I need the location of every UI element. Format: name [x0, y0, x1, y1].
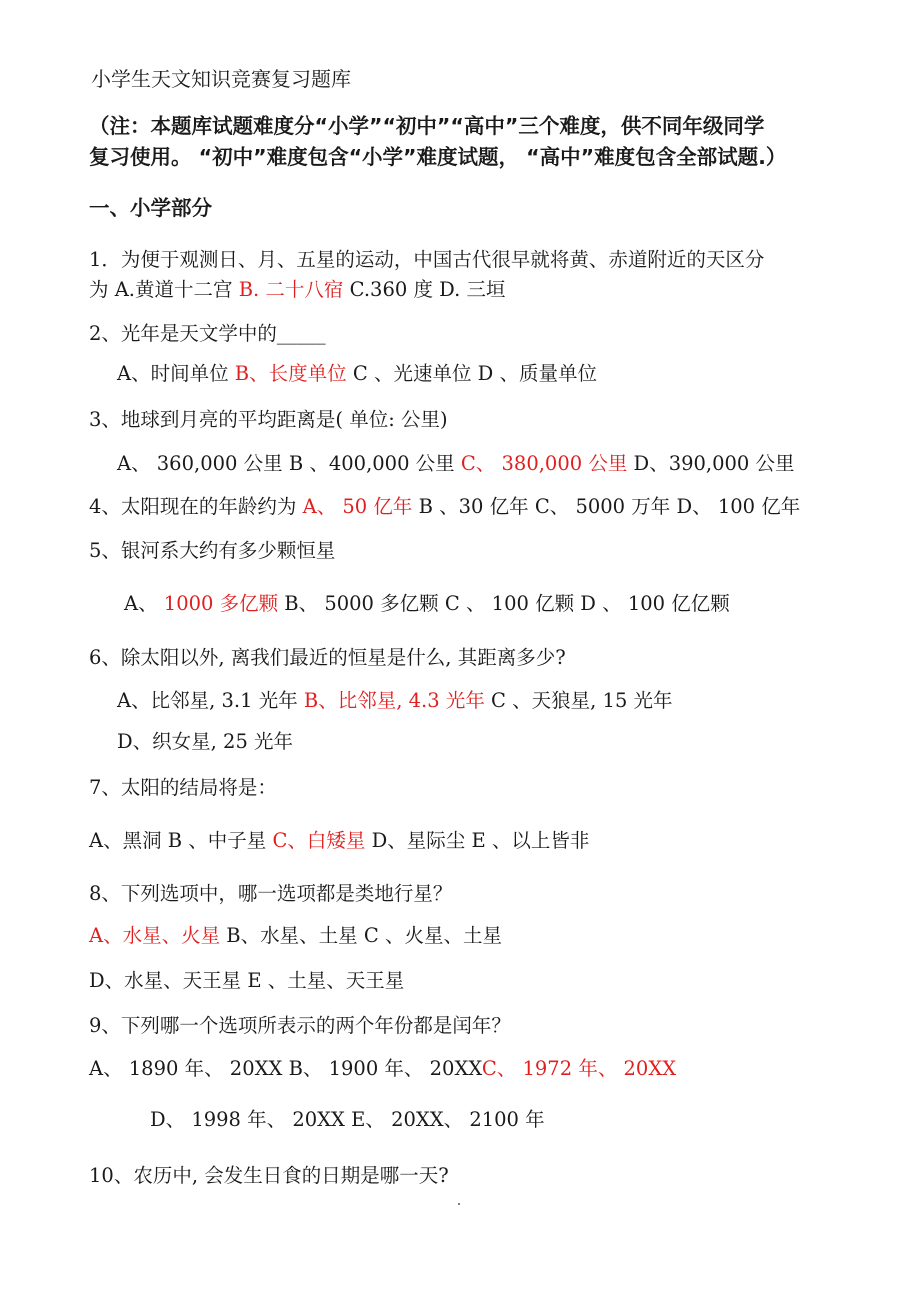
q9-options-ab: A、 1890 年、 20XX B、 1900 年、 20XX: [89, 1057, 482, 1080]
q5-answer-a: 1000 多亿颗: [163, 592, 279, 615]
q5-options: [124, 588, 730, 616]
q9-answer-c: C、 1972 年、 20XX: [481, 1057, 677, 1080]
q2-stem: 2、光年是天文学中的_____: [89, 322, 326, 345]
q6-options-line1: [117, 685, 673, 713]
section-heading: 一、小学部分: [89, 196, 212, 220]
q6-option-a: A、比邻星, 3.1 光年: [117, 689, 304, 712]
q8-stem: 8、下列选项中，哪一选项都是类地行星？: [89, 882, 453, 905]
q7-options-de: D、星际尘 E 、以上皆非: [365, 829, 590, 852]
q2-options-cd: C 、光速单位 D 、质量单位: [346, 362, 597, 385]
q7-answer-c: C、白矮星: [272, 829, 366, 852]
q7-options-ab: A、黑洞 B 、中子星: [89, 829, 273, 852]
q6-stem: 6、除太阳以外, 离我们最近的恒星是什么, 其距离多少?: [89, 646, 566, 669]
q2-answer-b: B、长度单位: [234, 362, 347, 385]
q1-stem-line2: [89, 274, 506, 302]
q3-options: [117, 448, 795, 476]
q1-option-a: 为 A.黄道十二宫: [89, 278, 239, 301]
q7-stem: 7、太阳的结局将是：: [89, 776, 277, 799]
note-line-2: 复习使用。 “初中”难度包含“小学”难度试题， “高中”难度包含全部试题.）: [89, 145, 787, 169]
q4-line: [89, 491, 800, 519]
q3-stem: 3、地球到月亮的平均距离是( 单位: 公里): [89, 408, 448, 431]
q9-stem: 9、下列哪一个选项所表示的两个年份都是闰年？: [89, 1014, 511, 1037]
q5-stem: 5、银河系大约有多少颗恒星: [89, 539, 336, 562]
document-title: 小学生天文知识竞赛复习题库: [91, 67, 351, 91]
q6-answer-b: B、比邻星, 4.3 光年: [303, 689, 485, 712]
q4-options-bcd: B 、30 亿年 C、 5000 万年 D、 100 亿年: [412, 495, 801, 518]
q5-options-bcd: B、 5000 多亿颗 C 、 100 亿颗 D 、 100 亿亿颗: [278, 592, 730, 615]
q8-options-line1: [89, 920, 502, 948]
q3-answer-c: C、 380,000 公里: [460, 452, 628, 475]
q8-answer-a: A、水星、火星: [89, 924, 221, 947]
q7-options: [89, 825, 589, 853]
note-line-1: （注：本题库试题难度分“小学”“初中”“高中”三个难度，供不同年级同学: [89, 114, 765, 138]
q1-options-cd: C.360 度 D. 三垣: [343, 278, 506, 301]
q5-option-a-label: A、: [124, 592, 164, 615]
q10-stem: 10、农历中, 会发生日食的日期是哪一天?: [89, 1164, 449, 1187]
q8-options-de: D、水星、天王星 E 、土星、天王星: [89, 969, 405, 992]
page-dot-mark: [458, 1203, 460, 1205]
q4-stem: 4、太阳现在的年龄约为: [89, 495, 303, 518]
q2-options: [117, 358, 597, 386]
q6-option-c: C 、天狼星, 15 光年: [484, 689, 673, 712]
q3-option-d: D、390,000 公里: [627, 452, 795, 475]
q1-answer-b: B. 二十八宿: [238, 278, 344, 301]
q3-options-ab: A、 360,000 公里 B 、400,000 公里: [117, 452, 461, 475]
q9-options-line1: [89, 1053, 676, 1081]
q6-option-d: D、织女星, 25 光年: [117, 730, 294, 753]
q8-options-bc: B、水星、土星 C 、火星、土星: [220, 924, 502, 947]
q4-answer-a: A、 50 亿年: [302, 495, 413, 518]
q2-option-a: A、时间单位: [117, 362, 235, 385]
q9-options-de: D、 1998 年、 20XX E、 20XX、 2100 年: [150, 1108, 545, 1131]
q1-stem-line1: 1．为便于观测日、月、五星的运动，中国古代很早就将黄、赤道附近的天区分: [89, 248, 765, 271]
